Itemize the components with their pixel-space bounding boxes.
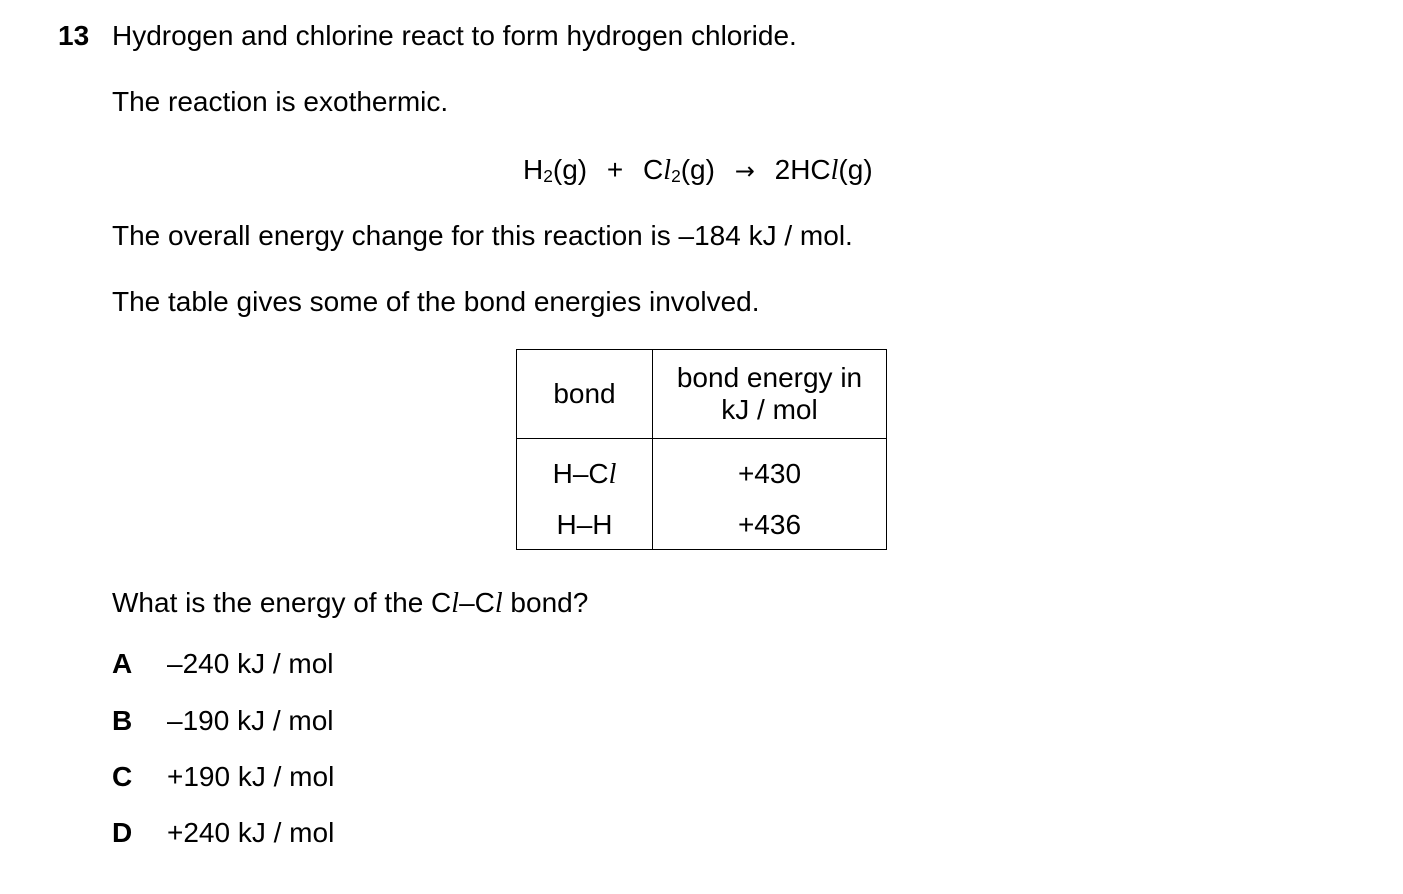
option-letter: B [112,705,133,736]
table-row [517,501,887,550]
option-text: +190 kJ / mol [167,761,335,792]
bond-cell: H–Cl [517,439,653,502]
option-a[interactable] [112,648,334,679]
option-b[interactable] [112,705,334,736]
header-bond-energy: bond energy in kJ / mol [653,350,887,439]
reaction-arrow: → [734,157,755,185]
energy-cell: +436 [653,501,887,550]
bond-cell: H–H [517,501,653,550]
question-prompt: What is the energy of the Cl–Cl bond? [112,587,589,619]
question-intro: Hydrogen and chlorine react to form hydrogen chloride. [112,20,797,51]
option-text: +240 kJ / mol [167,817,335,848]
table-intro: The table gives some of the bond energies involved. [112,286,760,317]
option-c[interactable] [112,761,335,792]
option-letter: A [112,648,133,679]
header-bond: bond [517,350,653,439]
option-letter: D [112,817,133,848]
chemical-equation: $H_2(g) + Cl_2(g) \to 2HCl(g)$ [523,154,873,187]
option-d[interactable] [112,817,335,848]
option-letter: C [112,761,133,792]
option-text: –240 kJ / mol [167,648,334,679]
exothermic-note: The reaction is exothermic. [112,86,449,117]
question-number: 13 [58,20,90,51]
table-header-row [517,350,887,439]
table-row [517,439,887,502]
option-text: –190 kJ / mol [167,705,334,736]
energy-cell: +430 [653,439,887,502]
bond-energy-table [516,349,887,550]
energy-change-statement: The overall energy change for this reaction is –184 kJ / mol. [112,220,853,251]
